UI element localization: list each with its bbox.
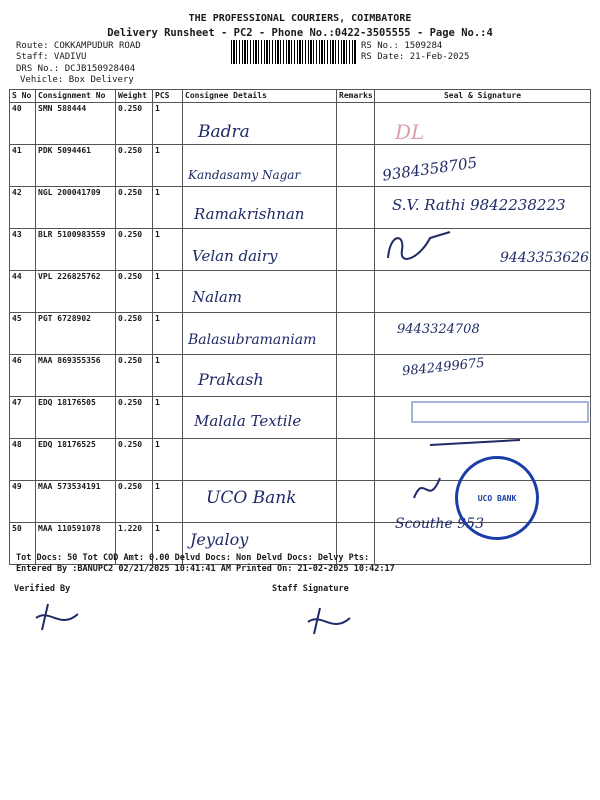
- col-consignee: Consignee Details: [183, 90, 337, 103]
- cell-pcs: 1: [153, 103, 183, 145]
- cell-consignee: [183, 439, 337, 481]
- cell-weight: 0.250: [116, 103, 153, 145]
- rs-number: RS No.: 1509284: [361, 41, 443, 51]
- cell-pcs: 1: [153, 229, 183, 271]
- cell-remarks: [337, 355, 375, 397]
- signature-scribble: [380, 228, 460, 268]
- totals-line: Tot Docs: 50 Tot COD Amt: 0.00 Delvd Docs: Non Delvd Docs: Delvy Pts:: [16, 553, 370, 563]
- cell-pcs: 1: [153, 397, 183, 439]
- cell-sno: 47: [10, 397, 36, 439]
- cell-sno: 48: [10, 439, 36, 481]
- signature: 9443353626: [500, 250, 590, 266]
- cell-remarks: [337, 145, 375, 187]
- cell-consignment: EDQ 18176525: [36, 439, 116, 481]
- handwritten-name: UCO Bank: [206, 488, 297, 508]
- cell-remarks: [337, 187, 375, 229]
- cell-pcs: 1: [153, 481, 183, 523]
- col-seal-signature: Seal & Signature: [375, 90, 591, 103]
- cell-sno: 49: [10, 481, 36, 523]
- cell-sno: 46: [10, 355, 36, 397]
- col-weight: Weight: [116, 90, 153, 103]
- staff-signature-mark: [300, 604, 360, 638]
- route-label: Route: COKKAMPUDUR ROAD: [16, 41, 141, 51]
- cell-weight: 0.250: [116, 481, 153, 523]
- company-title: THE PROFESSIONAL COURIERS, COIMBATORE: [188, 13, 412, 24]
- cell-sno: 44: [10, 271, 36, 313]
- cell-consignment: EDQ 18176505: [36, 397, 116, 439]
- table-row: [10, 103, 591, 145]
- cell-sno: 40: [10, 103, 36, 145]
- rs-date: RS Date: 21-Feb-2025: [361, 52, 470, 62]
- cell-sno: 42: [10, 187, 36, 229]
- cell-pcs: 1: [153, 145, 183, 187]
- staff-signature-label: Staff Signature: [272, 584, 349, 594]
- cell-weight: 0.250: [116, 355, 153, 397]
- cell-pcs: 1: [153, 187, 183, 229]
- barcode-image: [231, 40, 357, 64]
- cell-consignment: MAA 869355356: [36, 355, 116, 397]
- signature: Scouthe 953: [395, 516, 484, 532]
- col-consignment: Consignment No: [36, 90, 116, 103]
- signature: 9384358705: [381, 153, 479, 185]
- table-row: [10, 355, 591, 397]
- cell-sno: 45: [10, 313, 36, 355]
- cell-consignment: SMN 588444: [36, 103, 116, 145]
- cell-remarks: [337, 103, 375, 145]
- verified-by-label: Verified By: [14, 584, 71, 594]
- runsheet-title: Delivery Runsheet - PC2 - Phone No.:0422-3505555 - Page No.:4: [107, 27, 493, 39]
- col-remarks: Remarks: [337, 90, 375, 103]
- handwritten-name: Balasubramaniam: [188, 332, 317, 348]
- cell-pcs: 1: [153, 439, 183, 481]
- cell-consignment: BLR 5100983559: [36, 229, 116, 271]
- drs-label: DRS No.: DCJB150928404: [16, 64, 136, 74]
- cell-signature: [375, 271, 591, 313]
- handwritten-name: Kandasamy Nagar: [188, 168, 301, 182]
- staff-label: Staff: VADIVU: [16, 52, 87, 62]
- signature: 9443324708: [397, 322, 480, 337]
- cell-consignment: VPL 226825762: [36, 271, 116, 313]
- handwritten-name: Jeyaloy: [190, 530, 249, 549]
- cell-pcs: 1: [153, 355, 183, 397]
- handwritten-name: Prakash: [198, 370, 264, 389]
- cell-remarks: [337, 313, 375, 355]
- cell-weight: 1.220: [116, 523, 153, 565]
- cell-weight: 0.250: [116, 229, 153, 271]
- handwritten-name: Nalam: [192, 288, 243, 306]
- cell-remarks: [337, 439, 375, 481]
- cell-remarks: [337, 271, 375, 313]
- signature: DL: [395, 120, 425, 144]
- cell-remarks: [337, 397, 375, 439]
- cell-weight: 0.250: [116, 397, 153, 439]
- table-header-row: [10, 90, 591, 103]
- cell-weight: 0.250: [116, 313, 153, 355]
- verified-signature: [30, 600, 90, 634]
- handwritten-name: Ramakrishnan: [194, 205, 305, 223]
- entered-by-line: Entered By :BANUPC2 02/21/2025 10:41:41 AM Printed On: 21-02-2025 10:42:17: [16, 564, 395, 574]
- cell-consignment: PGT 6728902: [36, 313, 116, 355]
- col-pcs: PCS: [153, 90, 183, 103]
- signature-scribble: [410, 468, 450, 508]
- table-row: [10, 271, 591, 313]
- vehicle-label: Vehicle: Box Delivery: [20, 75, 134, 85]
- cell-pcs: 1: [153, 271, 183, 313]
- signature: 9842499675: [401, 355, 486, 380]
- uco-bank-stamp: UCO BANK: [455, 456, 539, 540]
- cell-weight: 0.250: [116, 439, 153, 481]
- handwritten-name: Malala Textile: [194, 412, 302, 430]
- cell-weight: 0.250: [116, 271, 153, 313]
- cell-weight: 0.250: [116, 145, 153, 187]
- cell-pcs: 1: [153, 313, 183, 355]
- cell-pcs: 1: [153, 523, 183, 565]
- handwritten-name: Badra: [198, 122, 250, 142]
- seal-stamp-faded: [410, 400, 590, 460]
- cell-remarks: [337, 229, 375, 271]
- cell-sno: 41: [10, 145, 36, 187]
- cell-remarks: [337, 481, 375, 523]
- cell-consignment: PDK 5094461: [36, 145, 116, 187]
- cell-consignment: NGL 200041709: [36, 187, 116, 229]
- cell-weight: 0.250: [116, 187, 153, 229]
- cell-sno: 50: [10, 523, 36, 565]
- cell-consignment: MAA 573534191: [36, 481, 116, 523]
- col-sno: S No: [10, 90, 36, 103]
- cell-consignment: MAA 110591078: [36, 523, 116, 565]
- handwritten-name: Velan dairy: [192, 247, 278, 265]
- signature: S.V. Rathi 9842238223: [392, 196, 566, 214]
- cell-sno: 43: [10, 229, 36, 271]
